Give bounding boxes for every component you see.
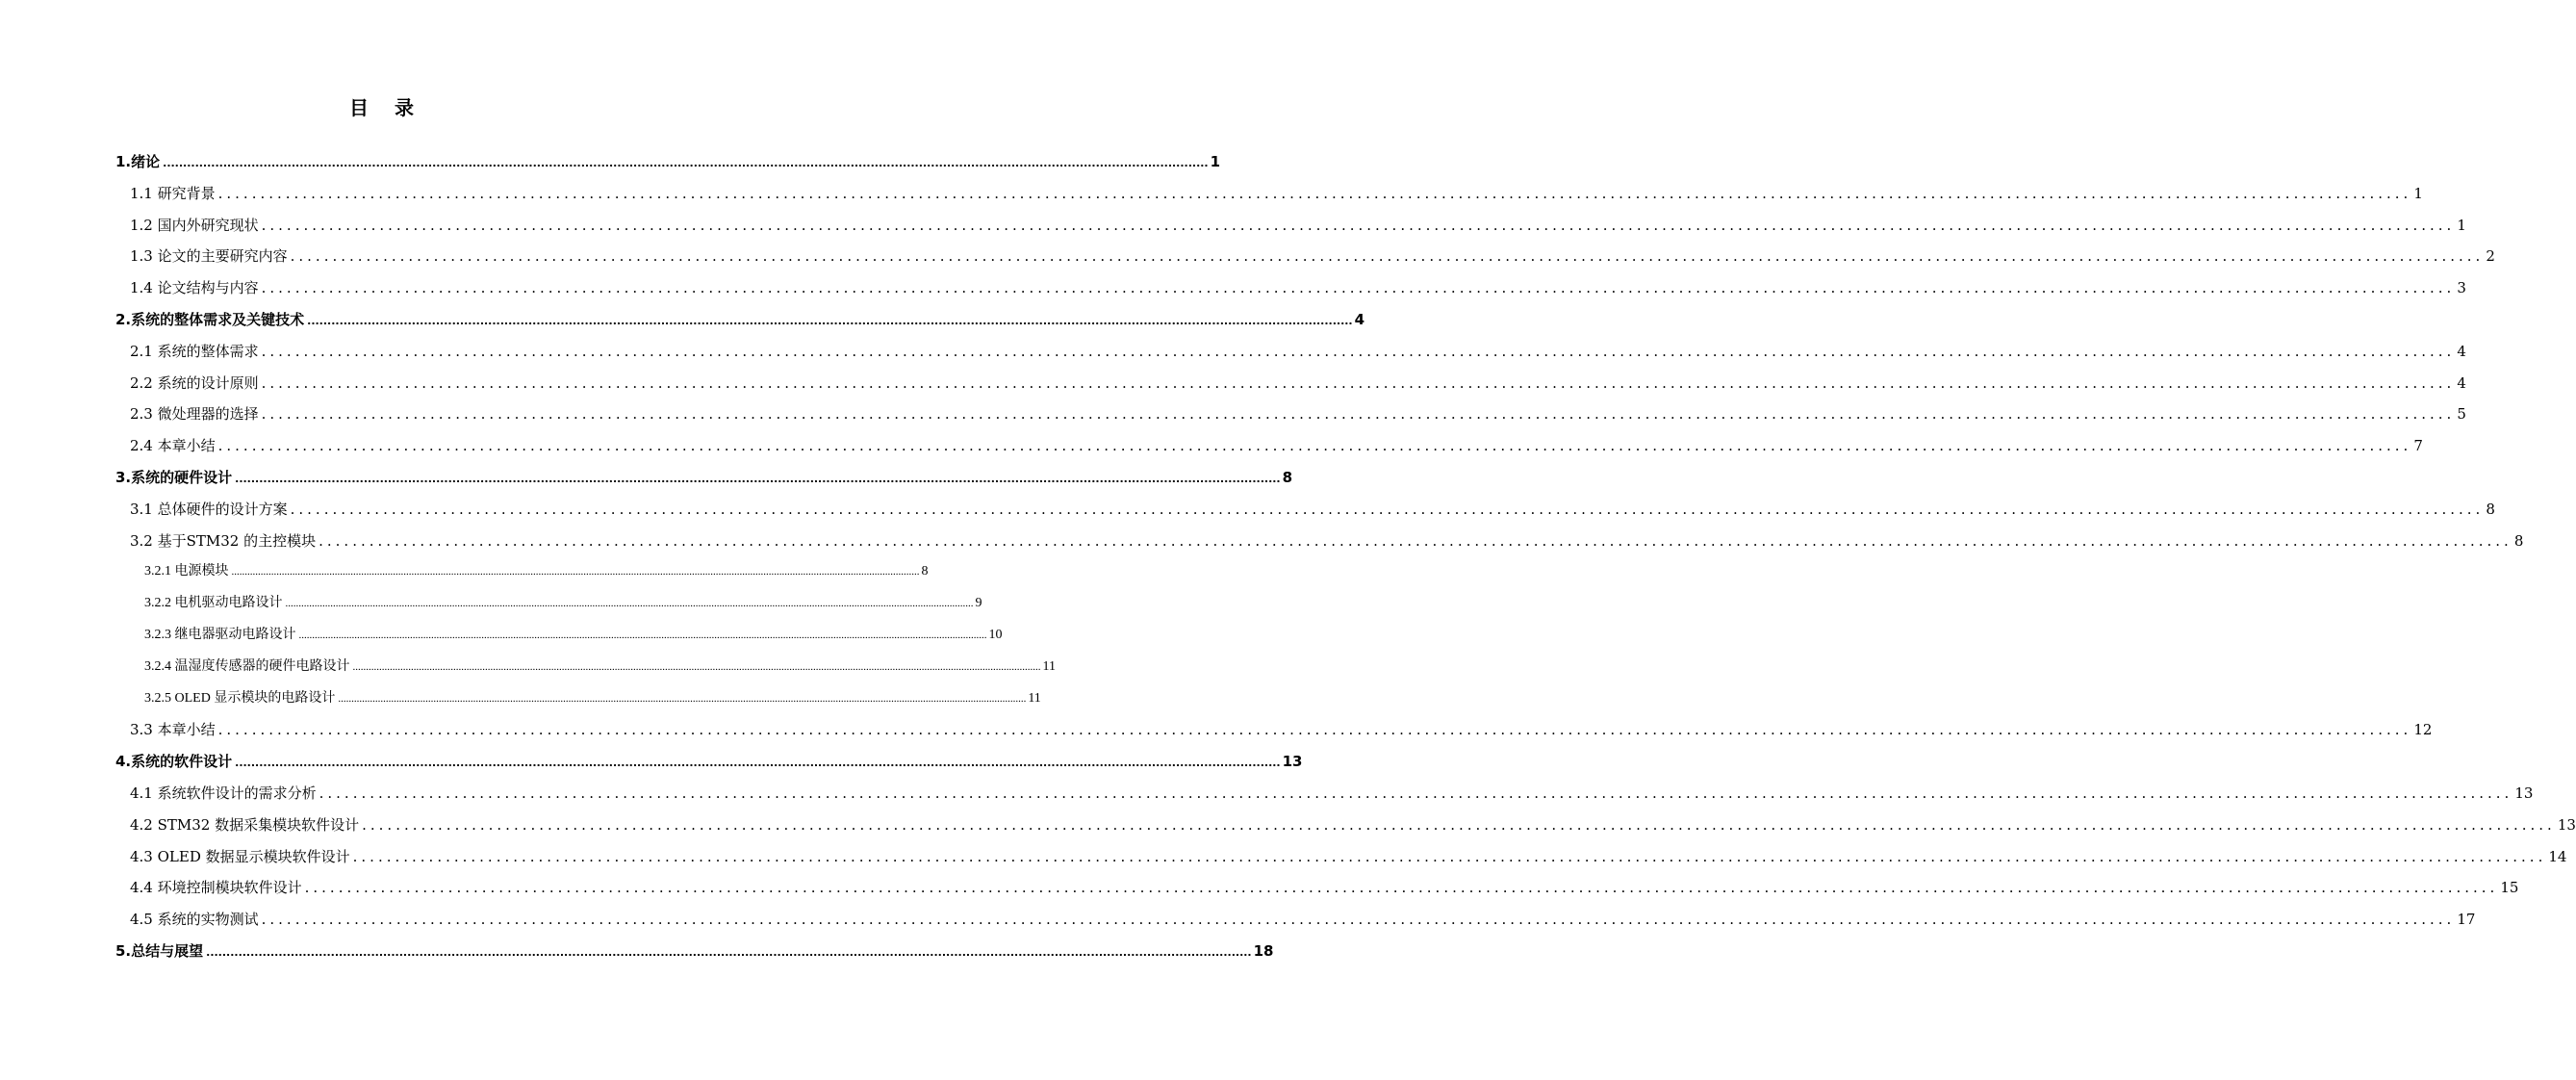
toc-entry-page-number: 12 <box>2413 721 2433 739</box>
dot-leader: .................................................................................................................................................................................................................................................................... <box>217 721 2412 739</box>
dot-leader: .................................................................................................................................................................................................................................................................... <box>261 911 2456 929</box>
toc-entry-page-number: 2 <box>2486 247 2495 266</box>
dot-leader: .................................................................................................................................................................................................................................................................... <box>290 500 2485 518</box>
toc-entry-page-number: 4 <box>2457 342 2466 360</box>
toc-entry-label: 2.2 系统的设计原则 <box>130 373 259 392</box>
toc-entry-label: 1.4 论文结构与内容 <box>130 279 259 297</box>
toc-entry-page-number: 8 <box>2513 531 2524 550</box>
toc-entry[interactable] <box>115 304 1365 336</box>
toc-entry-label: 4.4 环境控制模块软件设计 <box>130 879 302 897</box>
toc-entry-label: 1.2 国内外研究现状 <box>130 216 259 234</box>
toc-entry-label: 4.1 系统软件设计的需求分析 <box>130 784 317 802</box>
dot-leader: .................................................................................................................................................................................................................................................................... <box>307 314 1353 327</box>
dot-leader: .................................................................................................................................................................................................................................................................... <box>304 879 2499 897</box>
toc-entry-label: 4.2 STM32 数据采集模块软件设计 <box>130 815 360 834</box>
toc-entry-page-number: 13 <box>2514 784 2534 802</box>
toc-entry[interactable] <box>115 399 2466 430</box>
toc-entry[interactable] <box>115 778 2534 810</box>
toc-entry[interactable] <box>115 146 1221 178</box>
toc-entry-label: 3.2.5 OLED 显示模块的电路设计 <box>144 690 336 706</box>
toc-entry[interactable] <box>115 872 2519 904</box>
toc-entry-page-number: 5 <box>2457 405 2466 424</box>
toc-entry-label: 4.5 系统的实物测试 <box>130 911 259 929</box>
dot-leader: .................................................................................................................................................................................................................................................................... <box>231 566 920 579</box>
toc-entry[interactable] <box>115 714 2433 746</box>
toc-entry[interactable] <box>115 494 2495 526</box>
toc-entry[interactable] <box>115 241 2495 272</box>
toc-entry[interactable] <box>115 904 2476 936</box>
toc-entry[interactable] <box>115 652 1056 683</box>
dot-leader: .................................................................................................................................................................................................................................................................... <box>352 660 1041 673</box>
toc-entry-label: 4.系统的软件设计 <box>115 753 233 771</box>
toc-entry-label: 3.2 基于STM32 的主控模块 <box>130 531 317 550</box>
toc-entry-label: 3.2.1 电源模块 <box>144 564 229 579</box>
dot-leader: .................................................................................................................................................................................................................................................................... <box>362 815 2556 834</box>
toc-entry[interactable] <box>115 526 2524 557</box>
toc-title: 目 录 <box>349 96 423 119</box>
toc-entry[interactable] <box>115 746 1303 778</box>
dot-leader: .................................................................................................................................................................................................................................................................... <box>261 279 2456 297</box>
toc-entry-page-number: 8 <box>921 564 929 579</box>
toc-entry-page-number: 14 <box>2548 847 2567 865</box>
toc-entry-page-number: 11 <box>1042 658 1056 674</box>
dot-leader: .................................................................................................................................................................................................................................................................... <box>261 342 2456 360</box>
toc-entry-page-number: 7 <box>2413 437 2423 455</box>
dot-leader: .................................................................................................................................................................................................................................................................... <box>261 216 2456 234</box>
toc-entry[interactable] <box>115 368 2466 399</box>
toc-entry-page-number: 4 <box>1354 310 1365 328</box>
toc-entry-page-number: 13 <box>2557 815 2576 834</box>
toc-entry[interactable] <box>115 462 1293 494</box>
toc-entry-page-number: 13 <box>1282 753 1303 771</box>
toc-entry-page-number: 1 <box>1210 153 1221 170</box>
toc-entry[interactable] <box>115 841 2567 873</box>
toc-entry-page-number: 9 <box>975 596 982 611</box>
toc-entry[interactable] <box>115 336 2466 368</box>
toc-entry-label: 1.3 论文的主要研究内容 <box>130 247 288 266</box>
toc-entry-label: 4.3 OLED 数据显示模块软件设计 <box>130 847 350 865</box>
toc-entry-label: 3.1 总体硬件的设计方案 <box>130 500 288 518</box>
toc-entry-label: 3.2.3 继电器驱动电路设计 <box>144 627 296 642</box>
dot-leader: .................................................................................................................................................................................................................................................................... <box>217 437 2412 455</box>
toc-entry-label: 3.系统的硬件设计 <box>115 468 233 486</box>
toc-entry-label: 1.绪论 <box>115 153 161 170</box>
toc-entry-page-number: 15 <box>2500 879 2519 897</box>
toc-entry-page-number: 17 <box>2457 911 2476 929</box>
toc-entry[interactable] <box>115 272 2466 304</box>
toc-entry-page-number: 10 <box>988 627 1003 642</box>
toc-entry-label: 2.1 系统的整体需求 <box>130 342 259 360</box>
toc-entry[interactable] <box>115 178 2423 210</box>
toc-entry-label: 3.3 本章小结 <box>130 721 216 739</box>
toc-entry-label: 2.3 微处理器的选择 <box>130 405 259 424</box>
dot-leader: .................................................................................................................................................................................................................................................................... <box>163 157 1209 169</box>
table-of-contents <box>115 146 2576 967</box>
dot-leader: .................................................................................................................................................................................................................................................................... <box>285 598 974 610</box>
toc-entry[interactable] <box>115 588 982 620</box>
dot-leader: .................................................................................................................................................................................................................................................................... <box>290 247 2485 266</box>
dot-leader: .................................................................................................................................................................................................................................................................... <box>261 373 2456 392</box>
dot-leader: .................................................................................................................................................................................................................................................................... <box>206 945 1252 959</box>
dot-leader: .................................................................................................................................................................................................................................................................... <box>235 757 1281 770</box>
toc-entry[interactable] <box>115 556 929 588</box>
dot-leader: .................................................................................................................................................................................................................................................................... <box>298 629 987 641</box>
dot-leader: .................................................................................................................................................................................................................................................................... <box>319 784 2513 802</box>
dot-leader: .................................................................................................................................................................................................................................................................... <box>217 184 2412 202</box>
toc-entry-page-number: 18 <box>1253 941 1274 960</box>
toc-entry-page-number: 3 <box>2457 279 2466 297</box>
toc-entry-page-number: 4 <box>2457 373 2466 392</box>
toc-entry-page-number: 8 <box>1282 468 1293 486</box>
toc-entry-label: 3.2.4 温湿度传感器的硬件电路设计 <box>144 658 350 674</box>
dot-leader: .................................................................................................................................................................................................................................................................... <box>319 531 2512 550</box>
toc-entry[interactable] <box>115 430 2423 462</box>
toc-entry-label: 2.系统的整体需求及关键技术 <box>115 310 305 328</box>
toc-entry[interactable] <box>115 620 1003 652</box>
dot-leader: .................................................................................................................................................................................................................................................................... <box>261 405 2456 424</box>
toc-entry[interactable] <box>115 810 2576 841</box>
toc-entry-page-number: 1 <box>2413 184 2423 202</box>
toc-entry[interactable] <box>115 210 2466 242</box>
toc-entry-page-number: 8 <box>2486 500 2495 518</box>
dot-leader: .................................................................................................................................................................................................................................................................... <box>235 472 1281 485</box>
toc-entry-page-number: 1 <box>2457 216 2466 234</box>
toc-entry-label: 5.总结与展望 <box>115 941 204 960</box>
toc-entry-label: 1.1 研究背景 <box>130 184 216 202</box>
dot-leader: .................................................................................................................................................................................................................................................................... <box>338 692 1027 705</box>
toc-entry-label: 2.4 本章小结 <box>130 437 216 455</box>
toc-entry[interactable] <box>115 936 1274 967</box>
toc-entry-page-number: 11 <box>1028 690 1041 706</box>
dot-leader: .................................................................................................................................................................................................................................................................... <box>352 847 2547 865</box>
toc-entry-label: 3.2.2 电机驱动电路设计 <box>144 596 283 611</box>
toc-entry[interactable] <box>115 683 1041 715</box>
